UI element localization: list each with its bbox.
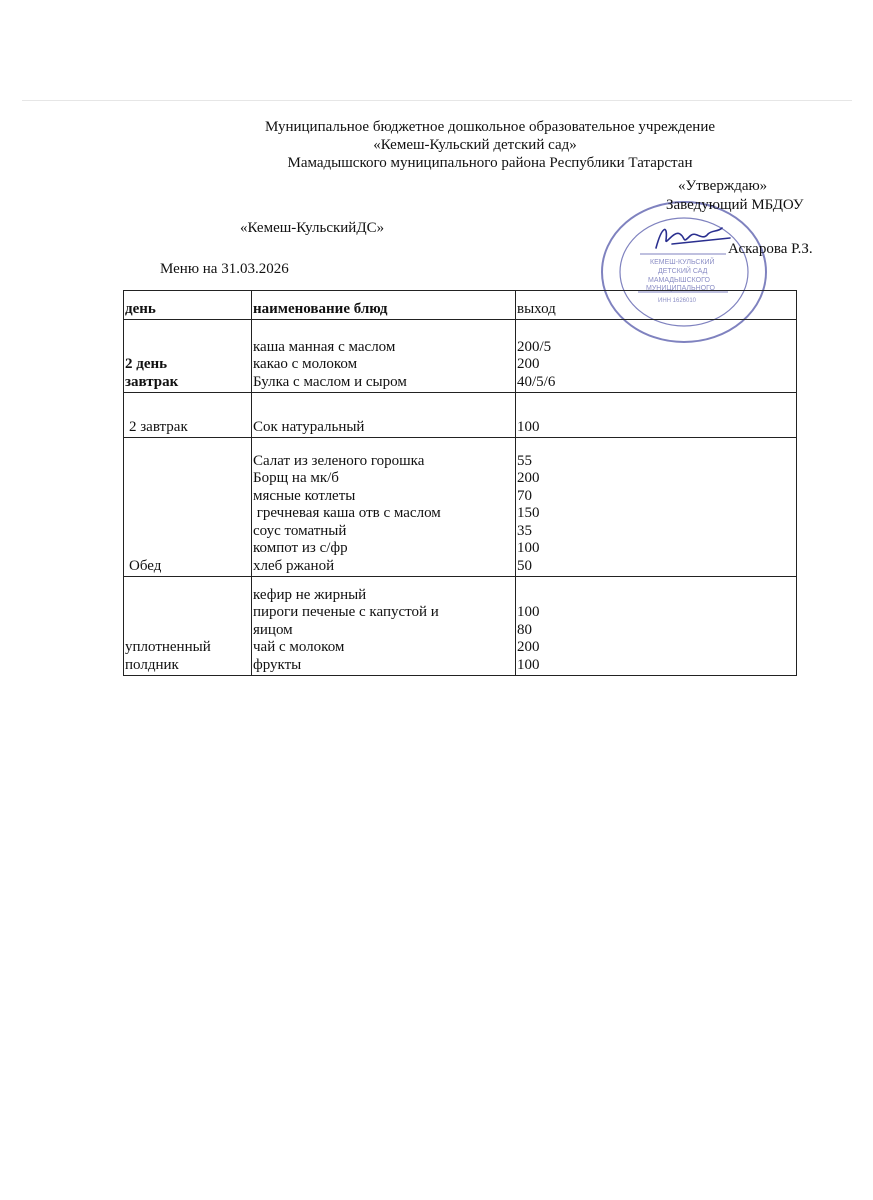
yield-cell bbox=[516, 393, 797, 438]
yield-value: 40/5/6 bbox=[517, 373, 556, 390]
yield-value: 200 bbox=[517, 639, 540, 655]
day-label: уплотненный bbox=[125, 639, 211, 655]
column-header-day: день bbox=[124, 291, 252, 320]
day-label: полдник bbox=[125, 656, 179, 673]
dish-name: Борщ на мк/б bbox=[253, 470, 339, 486]
day-label: Обед bbox=[129, 557, 162, 574]
column-header-dishes: наименование блюд bbox=[252, 291, 516, 320]
institution-name-line2: «Кемеш-Кульский детский сад» bbox=[373, 137, 577, 153]
dish-name: гречневая каша отв с маслом bbox=[253, 505, 441, 521]
table-row bbox=[124, 577, 797, 676]
day-cell bbox=[124, 320, 252, 393]
dish-name: каша манная с маслом bbox=[253, 338, 396, 355]
dish-name: мясные котлеты bbox=[253, 487, 356, 504]
dish-name: компот из с/фр bbox=[253, 540, 348, 556]
dish-name: Салат из зеленого горошка bbox=[253, 452, 425, 469]
yield-value: 200/5 bbox=[517, 338, 552, 355]
org-short-name: «Кемеш-КульскийДС» bbox=[240, 220, 385, 236]
day-label: 2 день bbox=[125, 356, 168, 372]
dish-name: Сок натуральный bbox=[253, 418, 365, 435]
dish-name: Булка с маслом и сыром bbox=[253, 373, 407, 390]
approve-label: «Утверждаю» bbox=[678, 178, 768, 194]
day-cell bbox=[124, 438, 252, 577]
yield-value: 100 bbox=[517, 604, 540, 620]
yield-value: 35 bbox=[517, 522, 532, 539]
svg-text:ДЕТСКИЙ САД: ДЕТСКИЙ САД bbox=[658, 268, 708, 275]
table-row bbox=[124, 393, 797, 438]
yield-value: 70 bbox=[517, 487, 532, 504]
table-row bbox=[124, 320, 797, 393]
institution-name-line3: Мамадышского муниципального района Республики Татарстан bbox=[287, 155, 693, 171]
scan-edge-line bbox=[22, 100, 852, 101]
dishes-cell bbox=[252, 320, 516, 393]
yield-value: 200 bbox=[517, 356, 540, 372]
dish-name: фрукты bbox=[253, 656, 302, 673]
head-name: Аскарова Р.З. bbox=[728, 241, 813, 257]
yield-value: 150 bbox=[517, 505, 540, 521]
dish-name: кефир не жирный bbox=[253, 586, 367, 603]
dishes-cell bbox=[252, 577, 516, 676]
yield-cell bbox=[516, 577, 797, 676]
dishes-cell bbox=[252, 438, 516, 577]
dish-name: хлеб ржаной bbox=[253, 557, 335, 574]
day-cell bbox=[124, 393, 252, 438]
signature-icon bbox=[652, 222, 734, 252]
yield-value: 100 bbox=[517, 418, 540, 435]
day-cell bbox=[124, 577, 252, 676]
menu-table bbox=[123, 290, 797, 676]
dish-name: пироги печеные с капустой и bbox=[253, 604, 439, 620]
yield-value: 200 bbox=[517, 470, 540, 486]
yield-value: 55 bbox=[517, 452, 532, 469]
head-position: Заведующий МБДОУ bbox=[666, 197, 804, 213]
yield-value: 100 bbox=[517, 656, 540, 673]
dish-name: яицом bbox=[253, 621, 293, 638]
svg-text:МАМАДЫШСКОГО: МАМАДЫШСКОГО bbox=[648, 277, 710, 284]
column-header-yield: выход bbox=[516, 291, 797, 320]
day-label: 2 завтрак bbox=[129, 418, 188, 435]
yield-cell bbox=[516, 320, 797, 393]
dishes-cell bbox=[252, 393, 516, 438]
table-header-row bbox=[124, 291, 797, 320]
yield-value: 80 bbox=[517, 621, 532, 638]
menu-date: Меню на 31.03.2026 bbox=[160, 261, 289, 277]
day-label: завтрак bbox=[125, 373, 179, 390]
dish-name: соус томатный bbox=[253, 522, 347, 539]
table-row bbox=[124, 438, 797, 577]
yield-value: 100 bbox=[517, 540, 540, 556]
institution-name-line1: Муниципальное бюджетное дошкольное образовательное учреждение bbox=[265, 119, 715, 135]
svg-text:МУНИЦИПАЛЬНОГО: МУНИЦИПАЛЬНОГО bbox=[646, 285, 715, 292]
dish-name: какао с молоком bbox=[253, 356, 358, 372]
dish-name: чай с молоком bbox=[253, 639, 345, 655]
yield-cell bbox=[516, 438, 797, 577]
yield-value: 50 bbox=[517, 557, 532, 574]
svg-text:ИНН 1626010: ИНН 1626010 bbox=[658, 298, 697, 304]
svg-text:КЕМЕШ-КУЛЬСКИЙ: КЕМЕШ-КУЛЬСКИЙ bbox=[650, 259, 715, 266]
